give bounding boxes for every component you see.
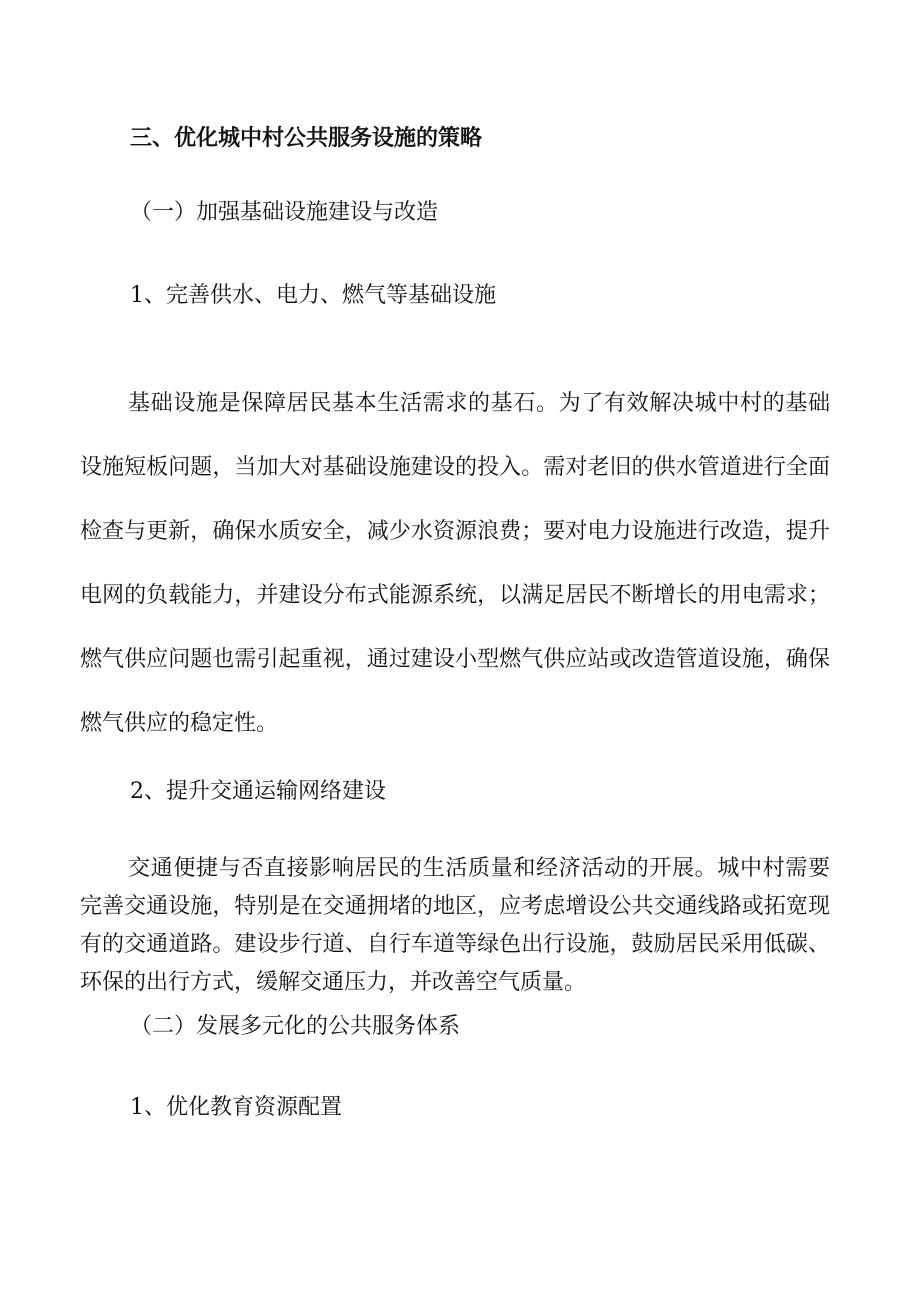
item-heading-2-1: 1、优化教育资源配置 — [130, 1095, 342, 1120]
subsection-heading-1: （一）加强基础设施建设与改造 — [130, 200, 439, 225]
item-heading-1-1: 1、完善供水、电力、燃气等基础设施 — [130, 283, 496, 308]
paragraph-transport: 交通便捷与否直接影响居民的生活质量和经济活动的开展。城中村需要完善交通设施，特别是在交通拥堵的地区，应考虑增设公共交通线路或拓宽现有的交通道路。建设步行道、自行车道等绿色出行设施，鼓励居民采用低碳、环保的出行方式，缓解交通压力，并改善空气质量。 — [80, 856, 830, 995]
section-title: 三、优化城中村公共服务设施的策略 — [130, 126, 483, 151]
subsection-heading-2: （二）发展多元化的公共服务体系 — [130, 1014, 461, 1039]
paragraph-infrastructure: 基础设施是保障居民基本生活需求的基石。为了有效解决城中村的基础设施短板问题，当加大对基础设施建设的投入。需对老旧的供水管道进行全面检查与更新，确保水质安全，减少水资源浪费；要对电力设施进行改造，提升电网的负载能力，并建设分布式能源系统，以满足居民不断增长的用电需求；燃气供应问题也需引起重视，通过建设小型燃气供应站或改造管道设施，确保燃气供应的稳定性。 — [80, 391, 830, 736]
item-heading-1-2: 2、提升交通运输网络建设 — [130, 779, 386, 804]
